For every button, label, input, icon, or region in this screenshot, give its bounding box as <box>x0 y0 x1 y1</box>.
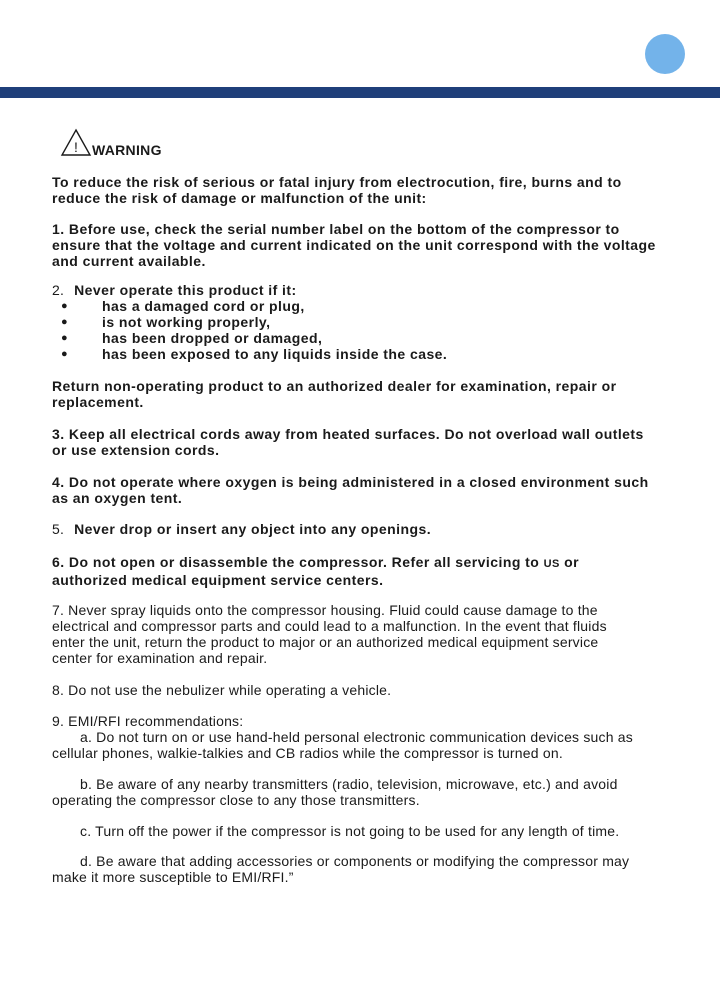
intro-paragraph: To reduce the risk of serious or fatal injury from electrocution, fire, burns and to reduce the risk of damage or malfunction of the unit: <box>52 174 622 206</box>
item-7: 7. Never spray liquids onto the compressor housing. Fluid could cause damage to the electrical and compressor parts and could lead to a malfunction. In the event that fluids enter the unit, return the product to major or an authorized medical equipment service center for examination and repair. <box>52 602 607 666</box>
header-bar <box>0 87 720 98</box>
item-5: 5. Never drop or insert any object into any openings. <box>52 521 432 537</box>
item-1: 1. Before use, check the serial number label on the bottom of the compressor to ensure that the voltage and current indicated on the unit correspond with the voltage and current available. <box>52 221 656 269</box>
return-note: Return non-operating product to an authorized dealer for examination, repair or replacement. <box>52 378 617 410</box>
item-9d: d. Be aware that adding accessories or components or modifying the compressor may make it more susceptible to EMI/RFI.” <box>52 853 630 885</box>
item-2-title: 2. Never operate this product if it: <box>52 282 297 298</box>
header-circle <box>645 34 685 74</box>
item-4: 4. Do not operate where oxygen is being administered in a closed environment such as an oxygen tent. <box>52 474 649 506</box>
item-3: 3. Keep all electrical cords away from heated surfaces. Do not overload wall outlets or use extension cords. <box>52 426 644 458</box>
item-9b: b. Be aware of any nearby transmitters (radio, television, microwave, etc.) and avoid operating the compressor close to any those transmitters. <box>52 776 618 808</box>
warning-label: WARNING <box>92 142 162 158</box>
item-9: 9. EMI/RFI recommendations: a. Do not turn on or use hand-held personal electronic communication devices such as cellular phones, walkie-talkies and CB radios while the compressor is turned on. <box>52 713 633 761</box>
svg-text:!: ! <box>74 139 78 155</box>
item-6: 6. Do not open or disassemble the compressor. Refer all servicing to US or authorized medical equipment service centers. <box>52 554 580 588</box>
item-8: 8. Do not use the nebulizer while operating a vehicle. <box>52 682 392 698</box>
item-9c: c. Turn off the power if the compressor is not going to be used for any length of time. <box>80 823 620 839</box>
warning-triangle-icon <box>60 128 92 158</box>
